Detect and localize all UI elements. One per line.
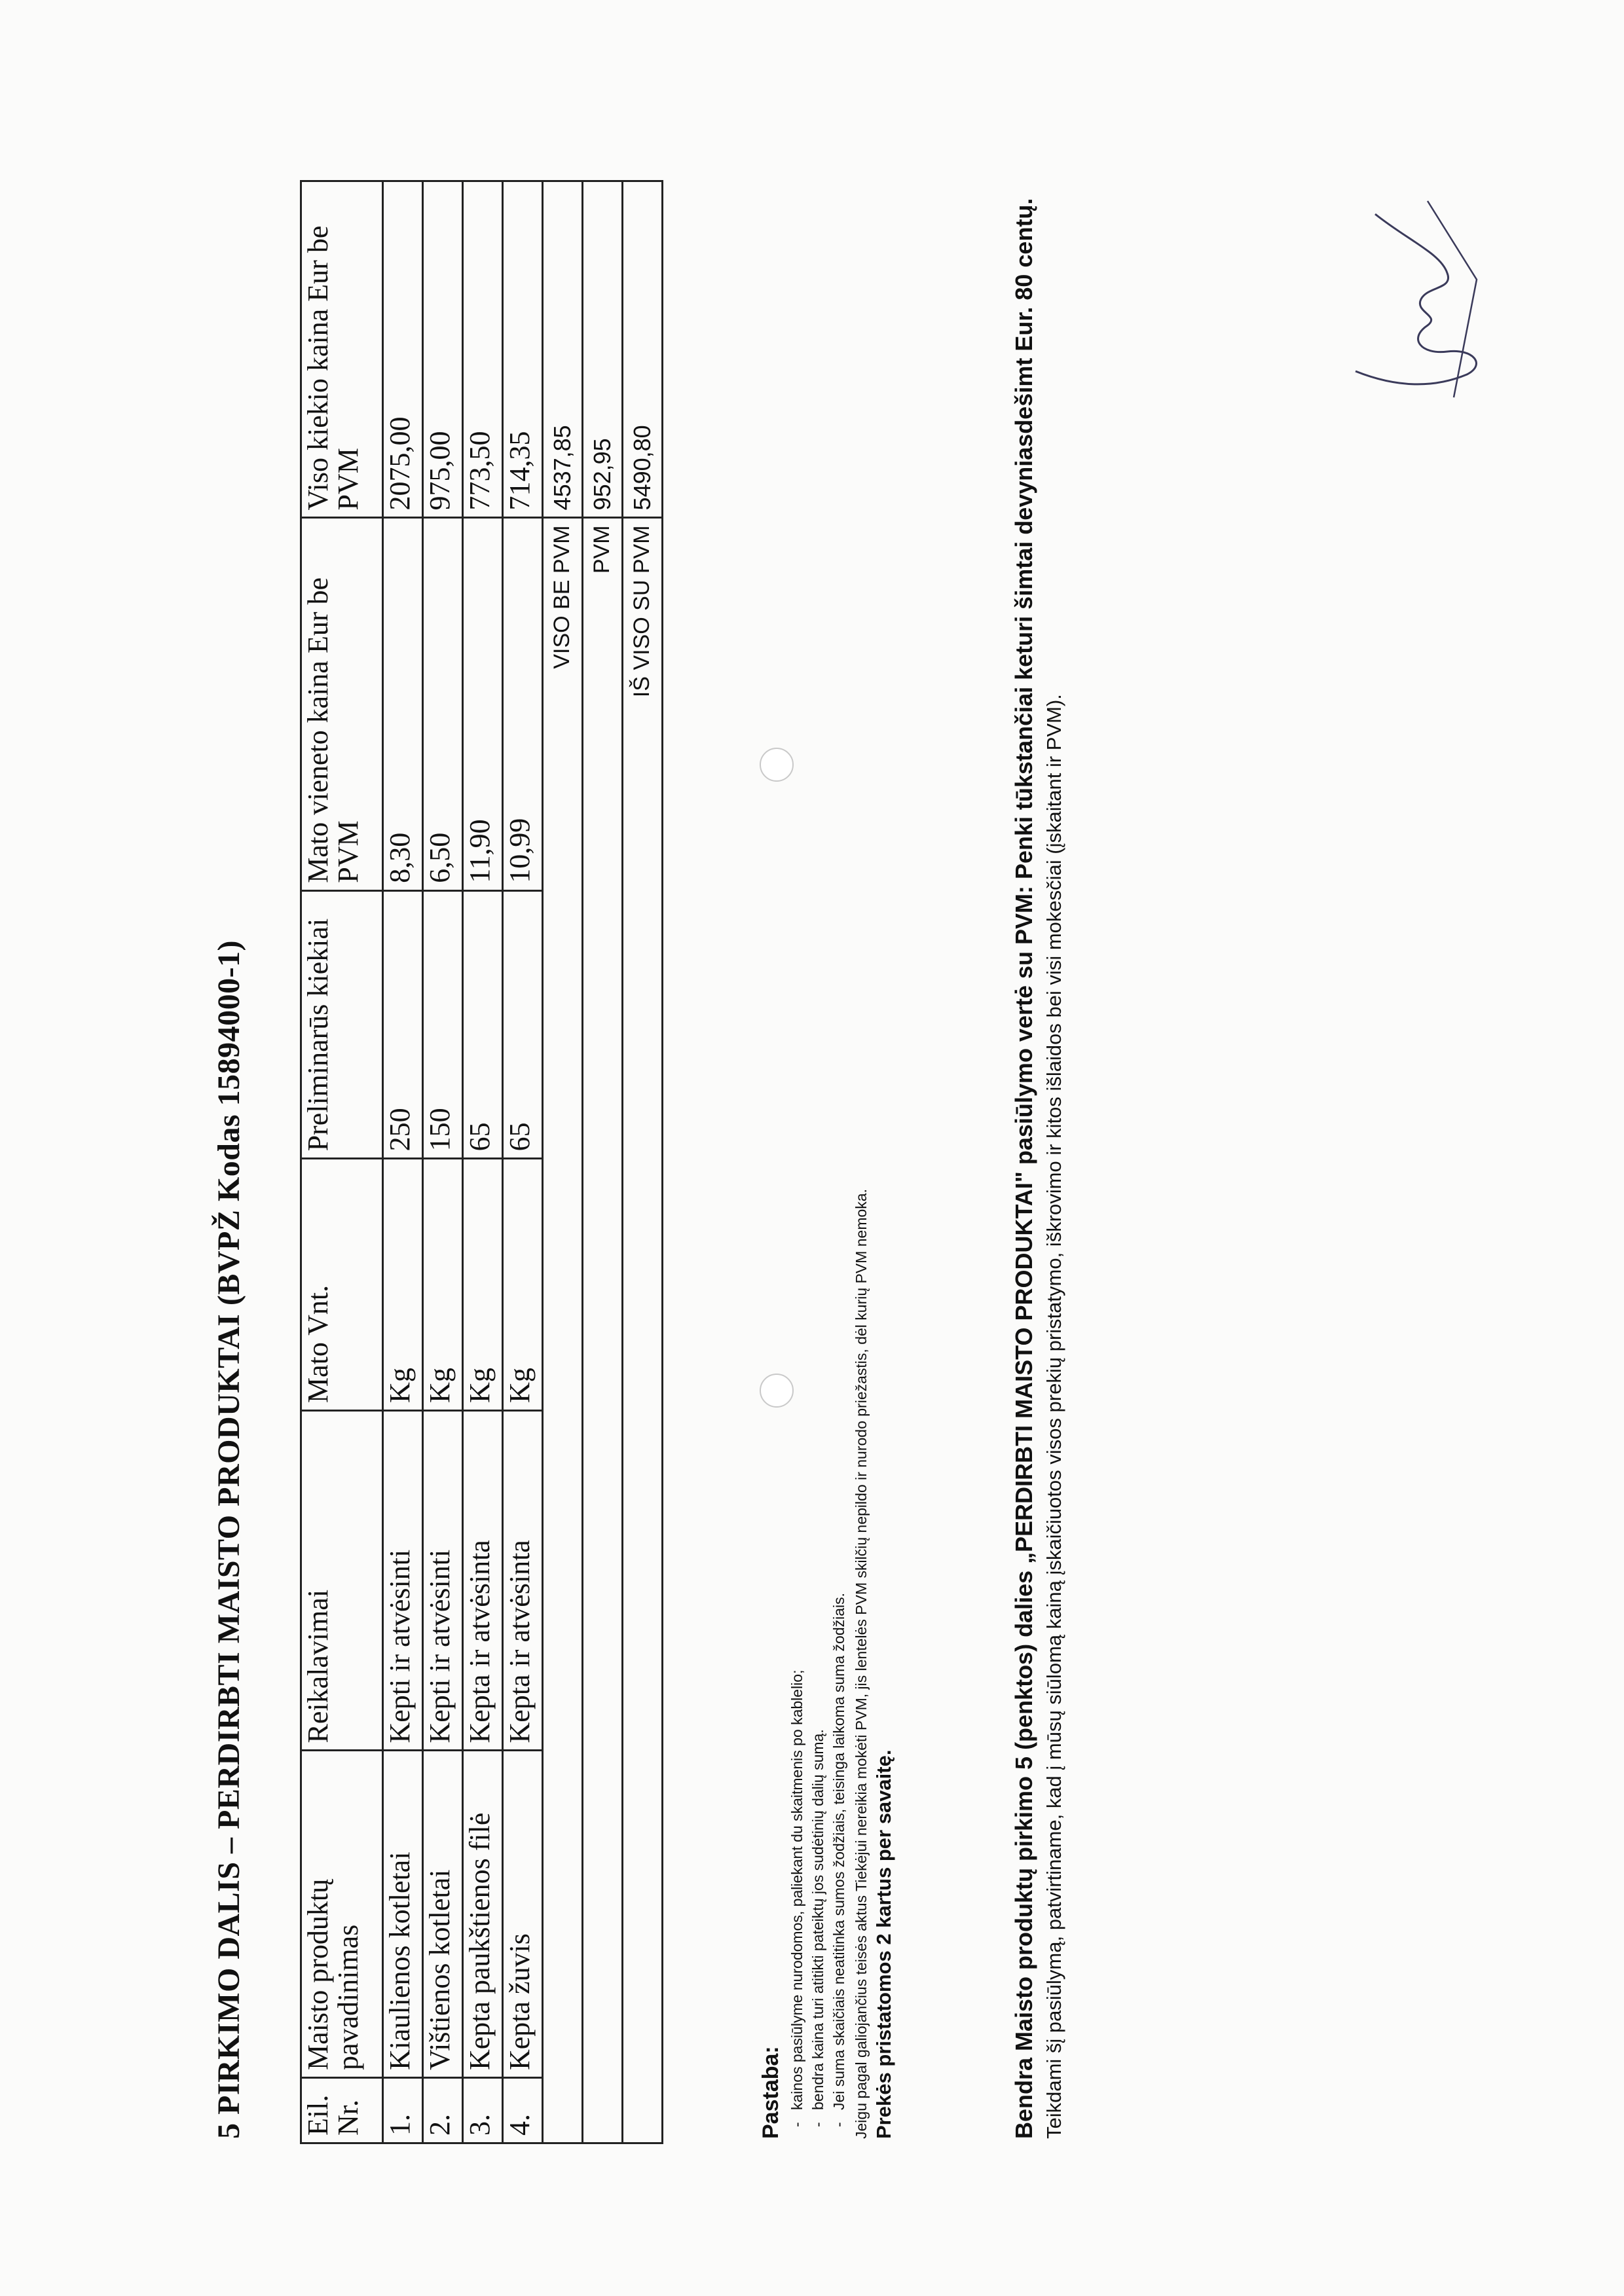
total-value: 952,95 bbox=[583, 181, 623, 518]
table-cell: 8,30 bbox=[383, 518, 423, 890]
table-cell: Kepta ir atvėsinta bbox=[463, 1410, 503, 1751]
price-table bbox=[300, 180, 663, 2144]
table-cell: Kepti ir atvėsinti bbox=[423, 1410, 463, 1751]
total-statement-block bbox=[1008, 198, 1069, 2139]
note-item bbox=[828, 1189, 849, 2139]
header-cell: Preliminarūs kiekiai bbox=[301, 890, 383, 1159]
table-cell: Vištienos kotletai bbox=[423, 1751, 463, 2078]
notes-section bbox=[758, 1189, 896, 2139]
notes-header: Pastaba: bbox=[758, 2046, 783, 2139]
table-row bbox=[383, 181, 423, 2143]
header-cell: Reikalavimai bbox=[301, 1410, 383, 1751]
dash-bullet: - bbox=[830, 2122, 847, 2127]
table-cell: 2075,00 bbox=[383, 181, 423, 518]
table-header-row bbox=[301, 181, 383, 2143]
header-cell: Maisto produktų pavadinimas bbox=[301, 1751, 383, 2078]
note-text: kainos pasiūlyme nurodomos, paliekant du skaitmenis po kablelio; bbox=[788, 1669, 805, 2110]
table-cell: 11,90 bbox=[463, 518, 503, 890]
table-cell: Kiaulienos kotletai bbox=[383, 1751, 423, 2078]
total-value: 5490,80 bbox=[623, 181, 663, 518]
note-text: Jei suma skaičiais neatitinka sumos žodžiais, teisinga laikoma suma žodžiais. bbox=[830, 1592, 847, 2110]
table-cell: 773,50 bbox=[463, 181, 503, 518]
table-cell: 714,35 bbox=[503, 181, 543, 518]
table-cell: Kg bbox=[503, 1159, 543, 1411]
table-cell: 250 bbox=[383, 890, 423, 1159]
vat-note: Jeigu pagal galiojančius teisės aktus Tiekėjui nereikia mokėti PVM, jis lentelės PVM skilčių nepildo ir nurodo priežastis, dėl kurių PVM nemoka. bbox=[853, 1189, 870, 2139]
confirmation-text: Teikdami šį pasiūlymą, patvirtiname, kad į mūsų siūlomą kainą įskaičiuotos visos prekių pristatymo, iškrovimo ir kitos išlaidos bei visi mokesčiai (įskaitant ir PVM). bbox=[1043, 694, 1065, 2139]
header-cell: Mato vieneto kaina Eur be PVM bbox=[301, 518, 383, 890]
table-cell: 2. bbox=[423, 2078, 463, 2143]
totals-row-net bbox=[543, 181, 583, 2143]
note-text: bendra kaina turi atitikti pateiktų jos sudėtinių dalių sumą. bbox=[809, 1729, 826, 2110]
page-title: 5 PIRKIMO DALIS – PERDIRBTI MAISTO PRODUKTAI (BVPŽ Kodas 15894000-1) bbox=[212, 939, 246, 2139]
total-label: PVM bbox=[583, 518, 623, 2143]
table-row bbox=[503, 181, 543, 2143]
total-statement: Bendra Maisto produktų pirkimo 5 (penktos) dalies „PERDIRBTI MAISTO PRODUKTAI" pasiūlymo vertė su PVM: Penki tūkstančiai keturi šimtai devyniasdešimt Eur. 80 centų. bbox=[1010, 198, 1037, 2139]
table-row bbox=[423, 181, 463, 2143]
header-cell: Eil. Nr. bbox=[301, 2078, 383, 2143]
note-item bbox=[807, 1189, 828, 2139]
dash-bullet: - bbox=[788, 2122, 805, 2127]
table-cell: Kg bbox=[383, 1159, 423, 1411]
header-cell: Viso kiekio kaina Eur be PVM bbox=[301, 181, 383, 518]
note-item bbox=[786, 1189, 807, 2139]
dash-bullet: - bbox=[809, 2122, 826, 2127]
total-label: VISO BE PVM bbox=[543, 518, 583, 2143]
handwritten-signature bbox=[1336, 175, 1493, 410]
total-label: IŠ VISO SU PVM bbox=[623, 518, 663, 2143]
header-cell: Mato Vnt. bbox=[301, 1159, 383, 1411]
table-cell: Kepta žuvis bbox=[503, 1751, 543, 2078]
delivery-note: Prekės pristatomos 2 kartus per savaitę. bbox=[872, 1749, 895, 2139]
table-cell: 4. bbox=[503, 2078, 543, 2143]
totals-row-vat bbox=[583, 181, 623, 2143]
totals-row-gross bbox=[623, 181, 663, 2143]
table-row bbox=[463, 181, 503, 2143]
table-cell: 975,00 bbox=[423, 181, 463, 518]
table-cell: 10,99 bbox=[503, 518, 543, 890]
table-cell: Kg bbox=[423, 1159, 463, 1411]
total-value: 4537,85 bbox=[543, 181, 583, 518]
table-cell: 1. bbox=[383, 2078, 423, 2143]
table-cell: Kepta ir atvėsinta bbox=[503, 1410, 543, 1751]
table-cell: 3. bbox=[463, 2078, 503, 2143]
table-cell: 6,50 bbox=[423, 518, 463, 890]
table-cell: Kepta paukštienos filė bbox=[463, 1751, 503, 2078]
table-cell: Kg bbox=[463, 1159, 503, 1411]
table-cell: 150 bbox=[423, 890, 463, 1159]
table-cell: 65 bbox=[463, 890, 503, 1159]
table-cell: Kepti ir atvėsinti bbox=[383, 1410, 423, 1751]
table-cell: 65 bbox=[503, 890, 543, 1159]
